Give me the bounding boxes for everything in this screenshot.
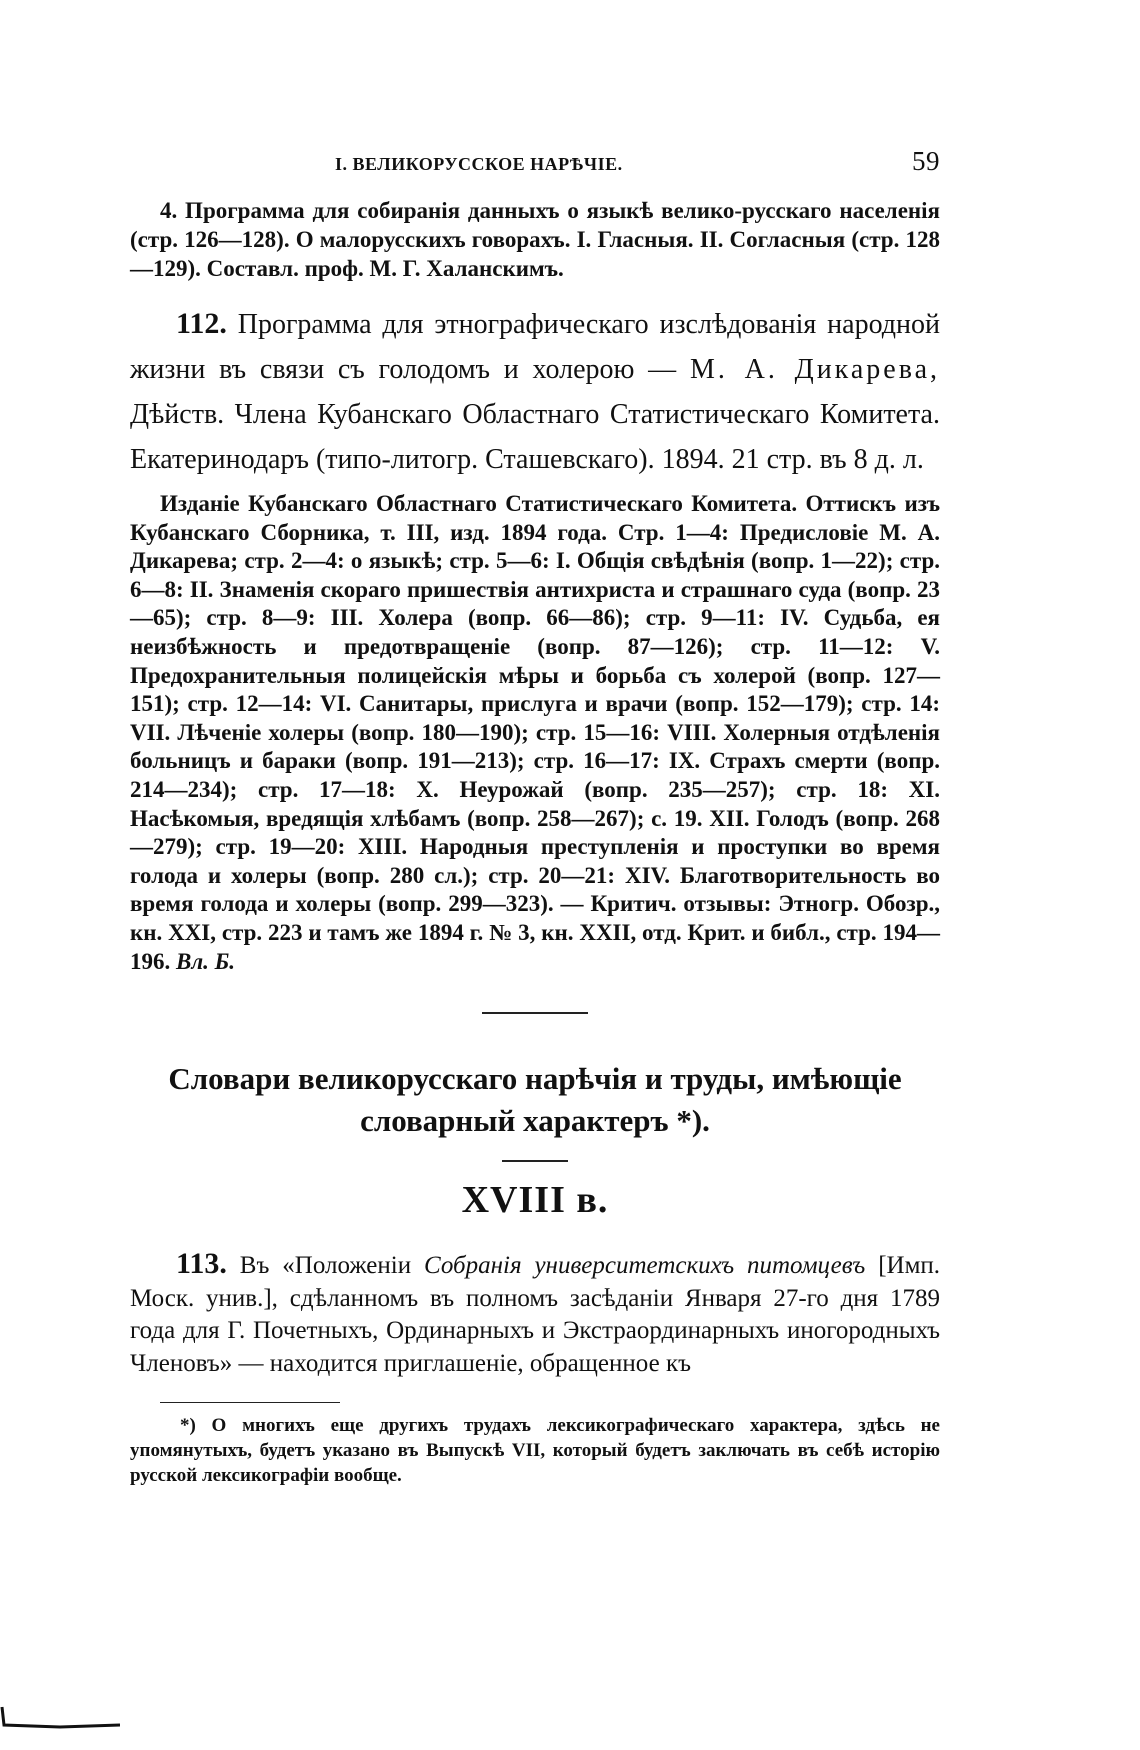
- section-divider: [482, 1012, 588, 1014]
- running-head: [130, 140, 940, 180]
- reviewer-signature: Вл. Б.: [176, 948, 236, 974]
- scan-artifact-mark: [0, 1705, 120, 1729]
- book-page: [130, 140, 940, 1488]
- annotation-text: Изданіе Кубанскаго Областнаго Статистическаго Комитета. Оттискъ изъ Кубанскаго Сборника, т. III, изд. 1894 года. Стр. 1—4: Предисловіе М. А. Дикарева; стр. 2—4: о языкѣ; стр. 5—6: I. Общія свѣдѣнія (вопр. 1—22); стр. 6—8: II. Знаменія скораго пришествія антихриста и страшнаго суда (вопр. 23—65); стр. 8—9: III. Холера (вопр. 66—86); стр. 9—11: IV. Судьба, ея неизбѣжность и предотвращеніе (вопр. 87—126); стр. 11—12: V. Предохранительныя полицейскія мѣры и борьба съ холерой (вопр. 127—151); стр. 12—14: VI. Санитары, прислуга и врачи (вопр. 152—179); стр. 14: VII. Лѣченіе холеры (вопр. 180—190); стр. 15—16: VIII. Холерныя отдѣленія больницъ и бараки (вопр. 191—213); стр. 16—17: IX. Страхъ смерти (вопр. 214—234); стр. 17—18: X. Неурожай (вопр. 235—257); стр. 18: XI. Насѣкомыя, вредящія хлѣбамъ (вопр. 258—267); с. 19. XII. Голодъ (вопр. 268—279); стр. 19—20: XIII. Народныя преступленія и проступки во время голода и холеры (вопр. 280 сл.); стр. 20—21: XIV. Благотворительность во время голода и холеры (вопр. 299—323). — Критич. отзывы: Этногр. Обозр., кн. XXI, стр. 223 и тамъ же 1894 г. № 3, кн. XXII, отд. Крит. и библ., стр. 194—196.: [130, 491, 940, 974]
- century-heading: XVIII в.: [461, 1179, 609, 1222]
- footnote: *) О многихъ еще другихъ трудахъ лексикографическаго характера, здѣсь не упомянутыхъ, будетъ указано въ Выпускѣ VII, который будетъ заключать въ себѣ исторію русской лексикографіи вообще.: [130, 1415, 940, 1487]
- subsection-divider: [502, 1160, 568, 1162]
- entry-113: [130, 1248, 940, 1380]
- entry-112-number: 112.: [176, 307, 227, 340]
- running-head-title: I. ВЕЛИКОРУССКОЕ НАРѢЧІЕ.: [335, 154, 623, 174]
- entry-113-text-before: Въ «Положеніи: [239, 1252, 412, 1280]
- entry-113-italic-title: Собранія университетскихъ питомцевъ: [424, 1252, 866, 1280]
- entry-113-number: 113.: [176, 1247, 227, 1281]
- entry-112: [130, 301, 940, 482]
- page-number: 59: [912, 146, 940, 176]
- section-title: Словари великорусскаго нарѣчія и труды, имѣющіе словарный характеръ *).: [168, 1061, 902, 1139]
- entry-4: 4. Программа для собиранія данныхъ о языкѣ велико-русскаго населенія (стр. 126—128). О малорусскихъ говорахъ. I. Гласныя. II. Согласныя (стр. 128—129). Составл. проф. М. Г. Халанскимъ.: [130, 198, 940, 281]
- entry-112-annotation: [130, 490, 940, 976]
- footnote-rule: [160, 1402, 340, 1403]
- entry-112-text-after: Дѣйств. Члена Кубанскаго Областнаго Статистическаго Комитета. Екатеринодаръ (типо-литогр. Сташевскаго). 1894. 21 стр. въ 8 д. л.: [130, 399, 940, 475]
- entry-113-text-after: [Имп. Моск. унив.], сдѣланномъ въ полномъ засѣданіи Января 27-го дня 1789 года для Г. Почетныхъ, Ординарныхъ и Экстраординарныхъ иногородныхъ Членовъ» — находится приглашеніе, обращенное къ: [130, 1252, 941, 1377]
- entry-112-text-before: Программа для этнографическаго изслѣдованія народной жизни въ связи съ голодомъ и холерою —: [130, 309, 940, 385]
- entry-112-author: М. А. Дикарева,: [689, 354, 940, 385]
